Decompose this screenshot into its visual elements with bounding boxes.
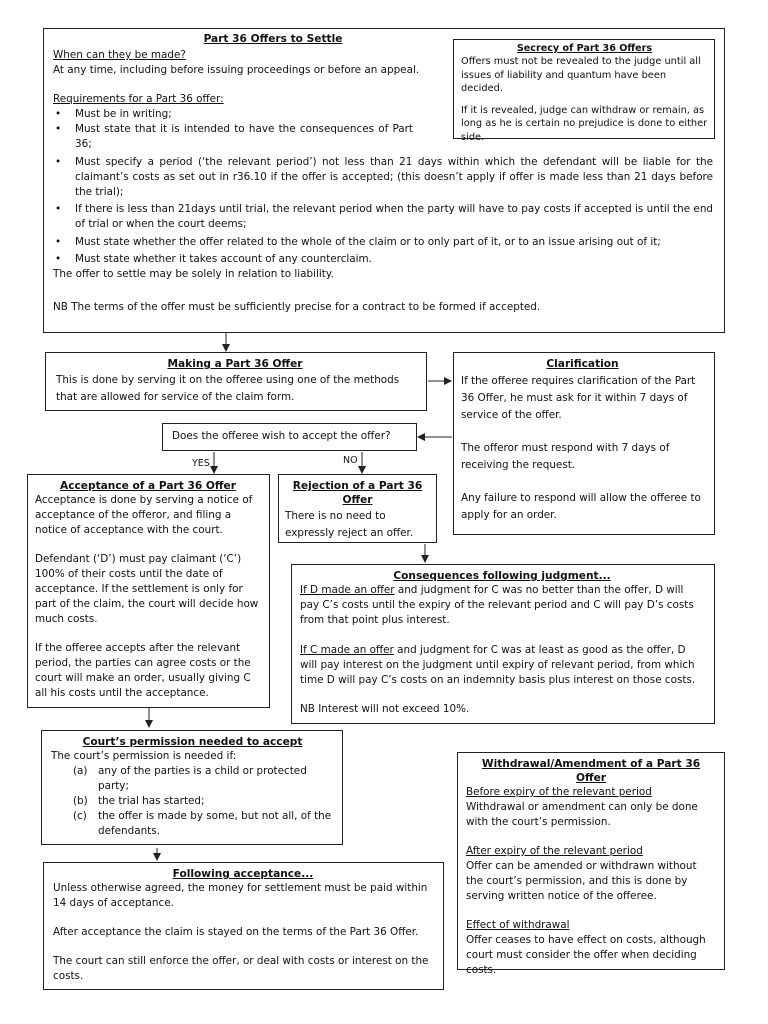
rejection-box: [278, 474, 437, 543]
question-box: [162, 423, 417, 451]
consequences-d-lead: If D made an offer: [300, 584, 395, 596]
secrecy-p2: If it is revealed, judge can withdraw or remain, as long as he is certain no prejudice is done to either side.: [461, 104, 708, 143]
when-text: At any time, including before issuing proceedings or before an appeal.: [53, 64, 420, 76]
acceptance-p1: Acceptance is done by serving a notice of acceptance of the offeror, and filing a notice of acceptance with the court.: [35, 494, 253, 536]
permission-item-text: any of the parties is a child or protected party;: [98, 765, 307, 792]
consequences-c-text: and judgment for C was at least as good as the offer, D will pay interest on the judgment until expiry of relevant period, from which time D will pay C’s costs on an indemnity basis plus interest on those costs.: [300, 644, 696, 686]
withdrawal-t3: Offer ceases to have effect on costs, although court must consider the offer when deciding costs.: [466, 934, 706, 976]
permission-item: [51, 764, 334, 794]
withdrawal-h2: After expiry of the relevant period: [466, 845, 643, 857]
consequences-c-paragraph: [300, 643, 704, 688]
withdrawal-t2: Offer can be amended or withdrawn without the court’s permission, and this is done by serving written notice of the offeree.: [466, 860, 697, 902]
permission-item-text: the offer is made by some, but not all, of the defendants.: [98, 810, 332, 837]
withdrawal-h1: Before expiry of the relevant period: [466, 786, 652, 798]
secrecy-p1: Offers must not be revealed to the judge until all issues of liability and quantum have been decided.: [461, 56, 701, 94]
withdrawal-t1: Withdrawal or amendment can only be done with the court’s permission.: [466, 801, 698, 828]
clarification-title: Clarification: [546, 358, 619, 370]
when-heading: When can they be made?: [53, 49, 186, 61]
permission-box: [41, 730, 343, 845]
consequences-box: [291, 564, 715, 724]
following-p2: After acceptance the claim is stayed on the terms of the Part 36 Offer.: [53, 926, 419, 938]
consequences-c-lead: If C made an offer: [300, 644, 394, 656]
requirement-item: • Must state whether the offer related to the whole of the claim or to only part of it, or to an issue arising out of it;: [53, 235, 713, 250]
acceptance-p2: Defendant (‘D’) must pay claimant (‘C’) 100% of their costs until the date of acceptance. If the settlement is only for part of the claim, the court will decide how much costs.: [35, 553, 259, 625]
making-offer-box: [45, 352, 427, 411]
question-text: Does the offeree wish to accept the offer?: [172, 430, 391, 442]
label-no: NO: [343, 455, 358, 466]
permission-list: [51, 764, 334, 839]
requirements-heading: Requirements for a Part 36 offer:: [53, 93, 224, 105]
withdrawal-box: [457, 752, 725, 976]
secrecy-title: Secrecy of Part 36 Offers: [516, 43, 653, 54]
permission-item: [51, 794, 334, 809]
permission-marker: (c): [73, 810, 87, 822]
page-title: Part 36 Offers to Settle: [203, 33, 343, 45]
consequences-d-paragraph: [300, 583, 704, 628]
liability-text: The offer to settle may be solely in relation to liability.: [53, 268, 334, 281]
acceptance-box: [27, 474, 270, 708]
requirement-item: • Must specify a period (‘the relevant period’) not less than 21 days within which the defendant will be liable for the claimant’s costs as set out in r36.10 if the offer is accepted; (this doesn’t apply if offer is made less than 21 days before the trial);: [53, 155, 713, 201]
clarification-box: [453, 352, 715, 535]
making-title: Making a Part 36 Offer: [167, 358, 303, 370]
rejection-title: Rejection of a Part 36 Offer: [292, 480, 423, 506]
nb-precise-text: NB The terms of the offer must be sufficiently precise for a contract to be formed if accepted.: [53, 301, 541, 314]
following-p1: Unless otherwise agreed, the money for settlement must be paid within 14 days of acceptance.: [53, 882, 428, 909]
permission-item: [51, 809, 334, 839]
requirement-item: • If there is less than 21days until trial, the relevant period when the party will have to pay costs if accepted is until the end of trial or when the court deems;: [53, 202, 713, 232]
secrecy-box: [453, 39, 715, 143]
permission-intro: The court’s permission is needed if:: [51, 750, 237, 762]
consequences-d-text: and judgment for C was no better than the offer, D will pay C’s costs until the expiry of the relevant period and C will pay D’s costs from that point plus interest.: [300, 584, 694, 626]
following-acceptance-box: [43, 862, 444, 990]
acceptance-title: Acceptance of a Part 36 Offer: [60, 480, 236, 492]
consequences-nb: NB Interest will not exceed 10%.: [300, 703, 470, 715]
clarification-p1: If the offeree requires clarification of the Part 36 Offer, he must ask for it within 7 days of service of the offer.: [461, 375, 696, 421]
permission-title: Court’s permission needed to accept: [82, 736, 303, 748]
clarification-p2: The offeror must respond with 7 days of receiving the request.: [461, 442, 670, 471]
requirement-item: • Must state whether it takes account of any counterclaim.: [53, 252, 713, 267]
permission-item-text: the trial has started;: [98, 795, 205, 807]
making-text: This is done by serving it on the offeree using one of the methods that are allowed for service of the claim form.: [56, 374, 400, 403]
permission-marker: (b): [73, 795, 88, 807]
acceptance-p3: If the offeree accepts after the relevant period, the parties can agree costs or the court will make an order, usually giving C all his costs until the acceptance.: [35, 642, 251, 699]
label-yes: YES: [192, 458, 210, 469]
withdrawal-title: Withdrawal/Amendment of a Part 36 Offer: [481, 758, 701, 784]
permission-marker: (a): [73, 765, 88, 777]
requirement-item: • Must be in writing;: [53, 107, 713, 122]
rejection-text: There is no need to expressly reject an offer.: [285, 510, 414, 539]
following-title: Following acceptance...: [172, 868, 314, 880]
following-p3: The court can still enforce the offer, or deal with costs or interest on the costs.: [53, 955, 429, 982]
requirement-item: • Must state that it is intended to have the consequences of Part 36;: [53, 122, 713, 152]
consequences-title: Consequences following judgment...: [393, 570, 611, 582]
withdrawal-h3: Effect of withdrawal: [466, 919, 570, 931]
clarification-p3: Any failure to respond will allow the offeree to apply for an order.: [461, 492, 701, 521]
